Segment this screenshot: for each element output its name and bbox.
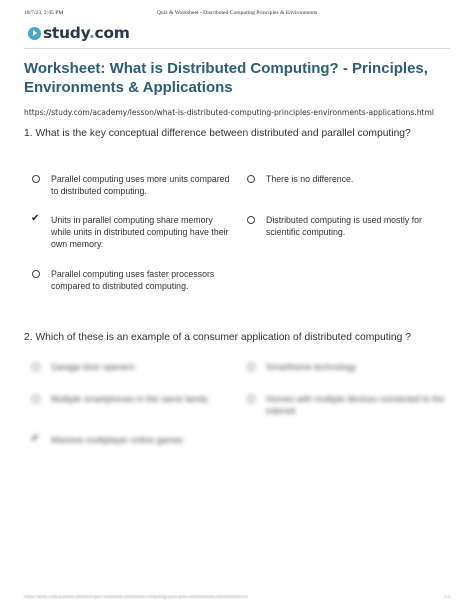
lesson-url[interactable]: https://study.com/academy/lesson/what-is-distributed-computing-principles-environments-applications.html — [24, 108, 435, 117]
radio-unselected-icon[interactable] — [32, 175, 40, 183]
question-2-text: 2. Which of these is an example of a consumer application of distributed computing ? — [24, 332, 411, 343]
print-header — [24, 10, 450, 20]
radio-unselected-icon[interactable] — [247, 363, 255, 371]
q2-option-e[interactable] — [31, 433, 231, 446]
checkmark-icon[interactable]: ✔ — [31, 213, 40, 224]
q1-option-a[interactable] — [51, 173, 231, 197]
q1-option-b-label: There is no difference. — [266, 174, 354, 184]
q1-option-e[interactable] — [51, 268, 231, 292]
radio-unselected-icon[interactable] — [32, 270, 40, 278]
radio-unselected-icon[interactable] — [32, 395, 40, 403]
q1-option-e-label: Parallel computing uses faster processors compared to distributed computing. — [51, 269, 215, 291]
radio-unselected-icon[interactable] — [247, 216, 255, 224]
header-divider — [24, 48, 450, 49]
checkmark-icon[interactable]: ✔ — [31, 433, 40, 444]
radio-unselected-icon[interactable] — [247, 175, 255, 183]
q2-option-c-label: Multiple smartphones in the same family — [51, 394, 208, 404]
q1-option-d[interactable] — [266, 214, 446, 238]
study-com-logo[interactable] — [28, 24, 130, 42]
q2-option-b-label: Smarthome technology — [266, 362, 357, 372]
radio-unselected-icon[interactable] — [247, 395, 255, 403]
print-footer — [24, 595, 450, 603]
q2-option-d-label: Homes with multiple devices connected to the internet — [266, 394, 445, 416]
q1-option-d-label: Distributed computing is used mostly for scientific computing. — [266, 215, 422, 237]
q1-option-a-label: Parallel computing uses more units compared to distributed computing. — [51, 174, 230, 196]
q1-option-b[interactable] — [266, 173, 446, 185]
q2-option-a[interactable] — [51, 361, 231, 373]
footer-url: https://study.com/academy/practice/quiz-worksheet-distributed-computing-principles-environments.html#interactive — [24, 595, 248, 600]
play-logo-icon — [28, 27, 41, 40]
q1-option-c[interactable] — [31, 213, 231, 250]
q2-option-b[interactable] — [266, 361, 446, 373]
print-date: 10/7/23, 2:45 PM — [24, 10, 64, 16]
q2-option-e-label: Massive multiplayer online games — [51, 435, 184, 445]
radio-unselected-icon[interactable] — [32, 363, 40, 371]
question-1-text: 1. What is the key conceptual difference between distributed and parallel computing? — [24, 128, 411, 139]
q2-option-c[interactable] — [51, 393, 231, 405]
logo-text: study.com — [43, 24, 130, 42]
q1-option-c-label: Units in parallel computing share memory while units in distributed computing have their own memory. — [51, 215, 229, 249]
print-doc-title: Quiz & Worksheet - Distributed Computing Principles & Environments — [156, 10, 318, 16]
page-title: Worksheet: What is Distributed Computing? - Principles, Environments & Applications — [24, 60, 428, 96]
footer-page-number: 1/3 — [443, 595, 450, 600]
q2-option-a-label: Garage door openers — [51, 362, 135, 372]
q2-option-d[interactable] — [266, 393, 446, 417]
